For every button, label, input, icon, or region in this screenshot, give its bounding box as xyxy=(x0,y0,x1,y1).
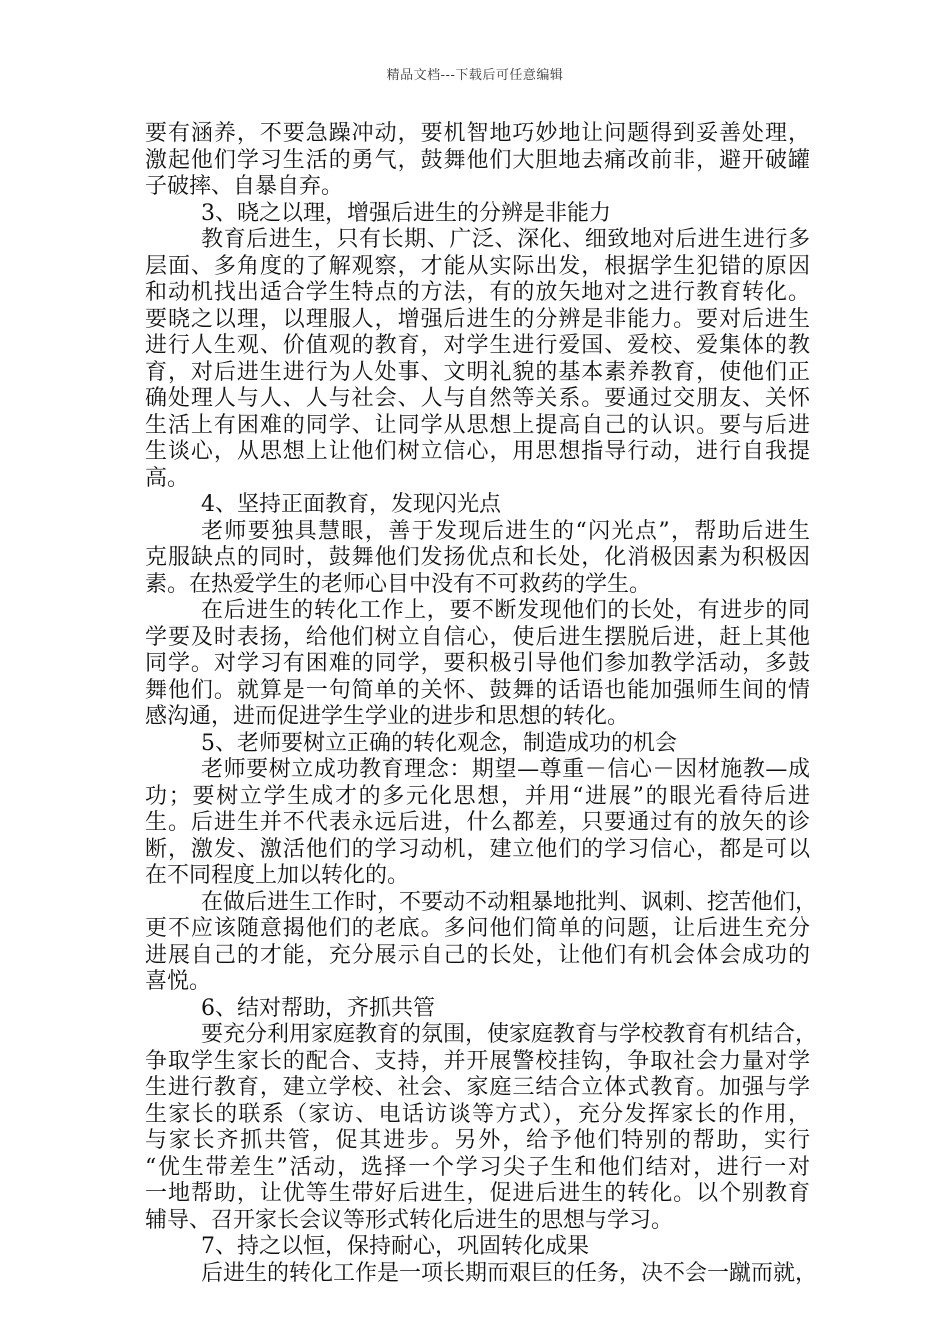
text-line: 生家长的联系（家访、电话访谈等方式），充分发挥家长的作用， xyxy=(145,1101,810,1127)
text-line: 层面、多角度的了解观察，才能从实际出发，根据学生犯错的原因 xyxy=(145,253,810,279)
text-line: 后进生的转化工作是一项长期而艰巨的任务，决不会一蹴而就， xyxy=(201,1260,818,1286)
text-line: 在不同程度上加以转化的。 xyxy=(145,863,410,888)
text-line: 3、晓之以理，增强后进生的分辨是非能力 xyxy=(201,200,611,226)
text-line: 在后进生的转化工作上，要不断发现他们的长处，有进步的同 xyxy=(201,598,810,623)
text-line: 在做后进生工作时，不要动不动粗暴地批判、讽刺、挖苦他们， xyxy=(201,889,818,915)
text-line: 育，对后进生进行为人处事、文明礼貌的基本素养教育，使他们正 xyxy=(145,359,810,385)
text-line: 生活上有困难的同学、让同学从思想上提高自己的认识。要与后进 xyxy=(145,412,810,438)
text-line: 教育后进生，只有长期、广泛、深化、细致地对后进生进行多 xyxy=(201,227,810,252)
text-line: 4、坚持正面教育，发现闪光点 xyxy=(201,492,501,517)
text-line: 辅导、召开家长会议等形式转化后进生的思想与学习。 xyxy=(145,1207,674,1233)
text-line: 要充分利用家庭教育的氛围，使家庭教育与学校教育有机结合， xyxy=(201,1022,818,1047)
text-line: 要有涵养，不要急躁冲动，要机智地巧妙地让问题得到妥善处理， xyxy=(145,121,810,146)
text-line: 老师要独具慧眼，善于发现后进生的“闪光点”，帮助后进生 xyxy=(201,518,810,544)
text-line: 确处理人与人、人与社会、人与自然等关系。要通过交朋友、关怀 xyxy=(145,386,810,411)
text-line: 克服缺点的同时，鼓舞他们发扬优点和长处，化消极因素为积极因 xyxy=(145,545,810,570)
text-line: 和动机找出适合学生特点的方法，有的放矢地对之进行教育转化。 xyxy=(145,280,810,305)
text-line: 高。 xyxy=(145,465,190,491)
text-line: 功；要树立学生成才的多元化思想，并用“进展”的眼光看待后进 xyxy=(145,783,810,809)
text-line: 学要及时表扬，给他们树立自信心，使后进生摆脱后进，赶上其他 xyxy=(145,624,810,650)
text-line: 感沟通，进而促进学生学业的进步和思想的转化。 xyxy=(145,704,630,729)
text-line: 舞他们。就算是一句简单的关怀、鼓舞的话语也能加强师生间的情 xyxy=(145,677,810,703)
text-line: 一地帮助，让优等生带好后进生，促进后进生的转化。以个别教育 xyxy=(145,1181,810,1206)
text-line: 更不应该随意揭他们的老底。多问他们简单的问题，让后进生充分 xyxy=(145,916,810,941)
text-line: 与家长齐抓共管，促其进步。另外，给予他们特别的帮助，实行 xyxy=(145,1128,810,1153)
text-line: 生谈心，从思想上让他们树立信心，用思想指导行动，进行自我提 xyxy=(145,439,810,464)
text-line: 老师要树立成功教育理念：期望—尊重－信心－因材施教—成 xyxy=(201,757,810,782)
text-line: 生。后进生并不代表永远后进，什么都差，只要通过有的放矢的诊 xyxy=(145,810,810,835)
text-line: “优生带差生”活动，选择一个学习尖子生和他们结对，进行一对 xyxy=(145,1154,810,1180)
text-line: 7、持之以恒，保持耐心，巩固转化成果 xyxy=(201,1234,589,1259)
text-line: 素。在热爱学生的老师心目中没有不可救药的学生。 xyxy=(145,571,652,597)
text-line: 同学。对学习有困难的同学，要积极引导他们参加教学活动，多鼓 xyxy=(145,651,810,676)
text-line: 进行人生观、价值观的教育，对学生进行爱国、爱校、爱集体的教 xyxy=(145,333,810,358)
text-line: 进展自己的才能，充分展示自己的长处，让他们有机会体会成功的 xyxy=(145,942,810,968)
text-line: 激起他们学习生活的勇气，鼓舞他们大胆地去痛改前非，避开破罐 xyxy=(145,147,810,173)
text-line: 争取学生家长的配合、支持，并开展警校挂钩，争取社会力量对学 xyxy=(145,1048,810,1074)
document-body xyxy=(145,121,818,1287)
page-header: 精品文档---下载后可任意编辑 xyxy=(386,68,564,83)
text-line: 5、老师要树立正确的转化观念，制造成功的机会 xyxy=(201,730,677,756)
text-line: 断，激发、激活他们的学习动机，建立他们的学习信心，都是可以 xyxy=(145,836,810,862)
text-line: 要晓之以理，以理服人，增强后进生的分辨是非能力。要对后进生 xyxy=(145,306,810,332)
text-line: 6、结对帮助，齐抓共管 xyxy=(201,995,435,1021)
text-line: 喜悦。 xyxy=(145,969,212,994)
text-line: 生进行教育，建立学校、社会、家庭三结合立体式教育。加强与学 xyxy=(145,1075,810,1100)
text-line: 子破摔、自暴自弃。 xyxy=(145,174,344,199)
